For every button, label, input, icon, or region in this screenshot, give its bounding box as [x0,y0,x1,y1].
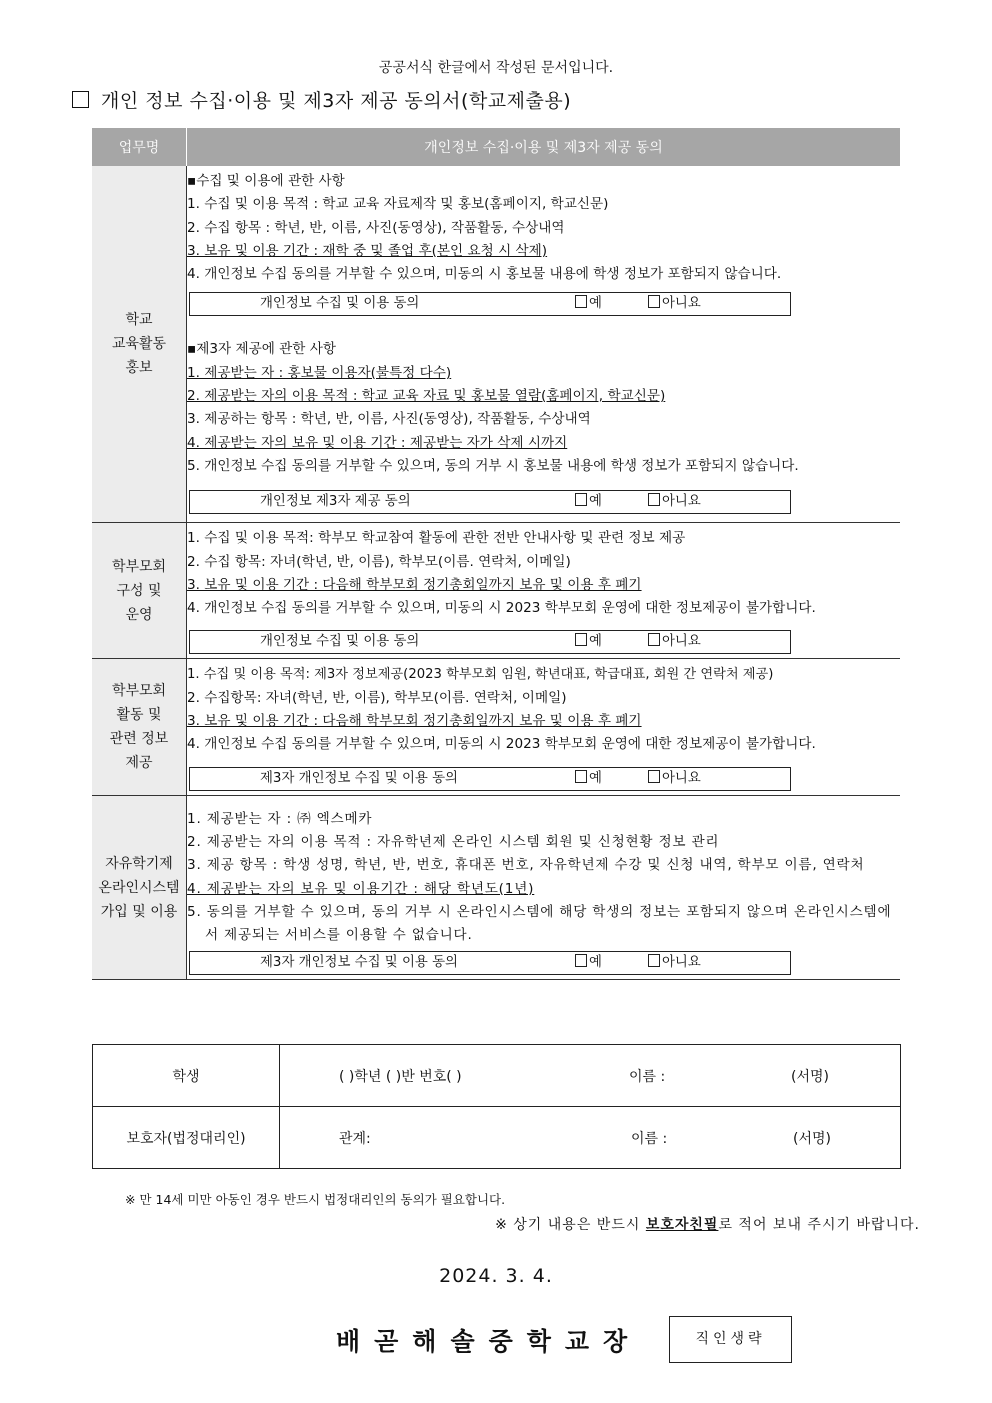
header-consent: 개인정보 수집·이용 및 제3자 제공 동의 [187,128,901,166]
list-item: 1. 수집 및 이용 목적: 제3자 정보제공(2023 학부모회 임원, 학년대표, 학급대표, 회원 간 연락처 제공) [187,667,774,683]
list-item: 5. 동의를 거부할 수 있으며, 동의 거부 시 온라인시스템에 해당 학생의 정보는 포함되지 않으며 온라인시스템에서 제공되는 서비스를 이용할 수 없습니다. [187,903,892,944]
list-item: 5. 개인정보 수집 동의를 거부할 수 있으며, 동의 거부 시 홍보물 내용에 학생 정보가 포함되지 않습니다. [187,457,799,474]
no-label: 아니요 [662,494,701,510]
list-item: 3. 제공 항목 : 학생 성명, 학년, 반, 번호, 휴대폰 번호, 자유학년제 수강 및 신청 내역, 학부모 이름, 연락처 [187,857,865,874]
checkbox-icon [575,954,587,967]
checkbox-icon [575,770,587,783]
category-parent-activity [92,659,187,795]
student-name-field[interactable]: 이름 : [629,1069,666,1085]
seal-omitted-box: 직인생략 [669,1316,792,1363]
checkbox-icon [648,493,660,506]
guardian-label: 보호자(법정대리인) [93,1107,280,1169]
document-title [72,86,571,113]
category-line: 자유학기제 [105,855,173,872]
checkbox-icon [575,295,587,308]
list-item: 2. 수집항목: 자녀(학년, 반, 이름), 학부모(이름. 연락처, 이메일) [187,689,567,706]
checkbox-icon [648,954,660,967]
list-item: 4. 개인정보 수집 동의를 거부할 수 있으며, 미동의 시 2023 학부모회 운영에 대한 정보제공이 불가합니다. [187,736,816,753]
guardian-row [93,1107,901,1169]
yes-checkbox[interactable] [575,952,602,974]
category-line: 운영 [125,606,153,623]
student-row [93,1045,901,1107]
yes-label: 예 [589,770,602,786]
section-school-promo [92,166,900,523]
section-parent-activity [92,659,900,795]
category-line: 가입 및 이용 [100,903,178,920]
yes-checkbox[interactable] [575,491,602,513]
consent-label: 개인정보 수집 및 이용 동의 [260,296,420,312]
category-line: 구성 및 [116,582,162,599]
consent-box [189,767,791,791]
consent-box [189,951,791,975]
subsection-title: ▪제3자 제공에 관한 사항 [187,341,337,358]
checkbox-icon [648,770,660,783]
consent-label: 제3자 개인정보 수집 및 이용 동의 [260,955,458,971]
category-school-promo [92,166,187,523]
list-item: 1. 수집 및 이용 목적: 학부모 학교참여 활동에 관한 전반 안내사항 및 관련 정보 제공 [187,530,686,547]
yes-label: 예 [589,296,602,312]
list-item: 4. 개인정보 수집 동의를 거부할 수 있으며, 미동의 시 2023 학부모회 운영에 대한 정보제공이 불가합니다. [187,600,816,617]
no-label: 아니요 [662,955,701,971]
category-line: 활동 및 [116,707,162,724]
list-item: 4. 개인정보 수집 동의를 거부할 수 있으며, 미동의 시 홍보물 내용에 학생 정보가 포함되지 않습니다. [187,266,782,283]
checkbox-icon [575,493,587,506]
category-free-semester [92,795,187,980]
checkbox-icon [648,633,660,646]
consent-label: 개인정보 수집 및 이용 동의 [260,634,420,650]
relation-field[interactable]: 관계: [339,1131,371,1147]
category-line: 학부모회 [111,683,167,700]
consent-box-third-party [189,490,791,514]
category-line: 관련 정보 [109,731,169,748]
list-item: 4. 제공받는 자의 보유 및 이용기간 : 해당 학년도(1년) [187,880,535,897]
list-item: 1. 제공받는 자 : 홍보물 이용자(불특정 다수) [187,364,452,381]
category-line: 제공 [125,755,153,772]
school-principal: 배곧해솔중학교장 [336,1327,642,1356]
consent-box [189,630,791,654]
category-line: 홍보 [125,360,153,377]
student-grade-field[interactable]: ( )학년 ( )반 번호( ) [339,1069,462,1085]
no-checkbox[interactable] [648,293,701,315]
no-label: 아니요 [662,296,701,312]
guardian-name-field[interactable]: 이름 : [631,1131,668,1147]
list-item: 4. 제공받는 자의 보유 및 이용 기간 : 제공받는 자가 삭제 시까지 [187,434,568,451]
no-label: 아니요 [662,634,701,650]
title-text: 개인 정보 수집·이용 및 제3자 제공 동의서(학교제출용) [101,90,572,112]
checkbox-icon [575,633,587,646]
age-notice: ※ 만 14세 미만 아동인 경우 반드시 법정대리인의 동의가 필요합니다. [125,1192,506,1207]
list-item: 2. 수집 항목 : 학년, 반, 이름, 사진(동영상), 작품활동, 수상내역 [187,219,565,236]
section-parent-assoc [92,523,900,659]
yes-checkbox[interactable] [575,631,602,653]
yes-label: 예 [589,494,602,510]
student-signature[interactable]: (서명) [791,1069,829,1085]
table-header-row [92,128,900,166]
no-label: 아니요 [662,770,701,786]
header-note: 공공서식 한글에서 작성된 문서입니다. [378,60,614,76]
notice-suffix: 로 적어 보내 주시기 바랍니다. [718,1217,920,1233]
header-task-name: 업무명 [92,128,187,166]
category-line: 온라인시스템 [98,879,180,896]
list-item: 3. 보유 및 이용 기간 : 다음해 학부모회 정기총회일까지 보유 및 이용 후 폐기 [187,713,642,730]
notice-emphasis: 보호자친필 [645,1217,719,1233]
subsection-title: ▪수집 및 이용에 관한 사항 [187,173,345,189]
no-checkbox[interactable] [648,491,701,513]
student-label: 학생 [93,1045,280,1107]
consent-label: 개인정보 제3자 제공 동의 [260,494,411,510]
consent-label: 제3자 개인정보 수집 및 이용 동의 [260,770,458,786]
consent-box-collect [189,292,791,316]
notice-prefix: ※ 상기 내용은 반드시 [495,1217,646,1233]
list-item: 1. 수집 및 이용 목적 : 학교 교육 자료제작 및 홍보(홈페이지, 학교신문) [187,196,609,213]
category-line: 학교 [125,312,153,329]
yes-label: 예 [589,955,602,971]
yes-checkbox[interactable] [575,768,602,790]
list-item: 3. 보유 및 이용 기간 : 다음해 학부모회 정기총회일까지 보유 및 이용 후 폐기 [187,576,642,593]
list-item: 1. 제공받는 자 : ㈜ 엑스메카 [187,810,373,827]
category-line: 교육활동 [111,336,167,353]
guardian-signature[interactable]: (서명) [793,1131,831,1147]
yes-label: 예 [589,634,602,650]
checkbox-icon [72,91,89,108]
handwriting-notice [495,1214,920,1234]
no-checkbox[interactable] [648,768,701,790]
signature-table [92,1044,901,1169]
section-free-semester [92,795,900,980]
yes-checkbox[interactable] [575,293,602,315]
list-item: 2. 제공받는 자의 이용 목적 : 자유학년제 온라인 시스템 회원 및 신청현황 정보 관리 [187,833,720,850]
list-item: 2. 수집 항목: 자녀(학년, 반, 이름), 학부모(이름. 연락처, 이메일) [187,553,571,570]
list-item: 3. 제공하는 항목 : 학년, 반, 이름, 사진(동영상), 작품활동, 수상내역 [187,411,591,428]
consent-table [92,128,900,980]
checkbox-icon [648,295,660,308]
category-parent-assoc [92,523,187,659]
no-checkbox[interactable] [648,631,701,653]
list-item: 2. 제공받는 자의 이용 목적 : 학교 교육 자료 및 홍보물 열람(홈페이지, 학교신문) [187,388,666,405]
category-line: 학부모회 [111,558,167,575]
list-item: 3. 보유 및 이용 기간 : 재학 중 및 졸업 후(본인 요청 시 삭제) [187,242,548,259]
no-checkbox[interactable] [648,952,701,974]
document-date: 2024. 3. 4. [439,1265,553,1287]
